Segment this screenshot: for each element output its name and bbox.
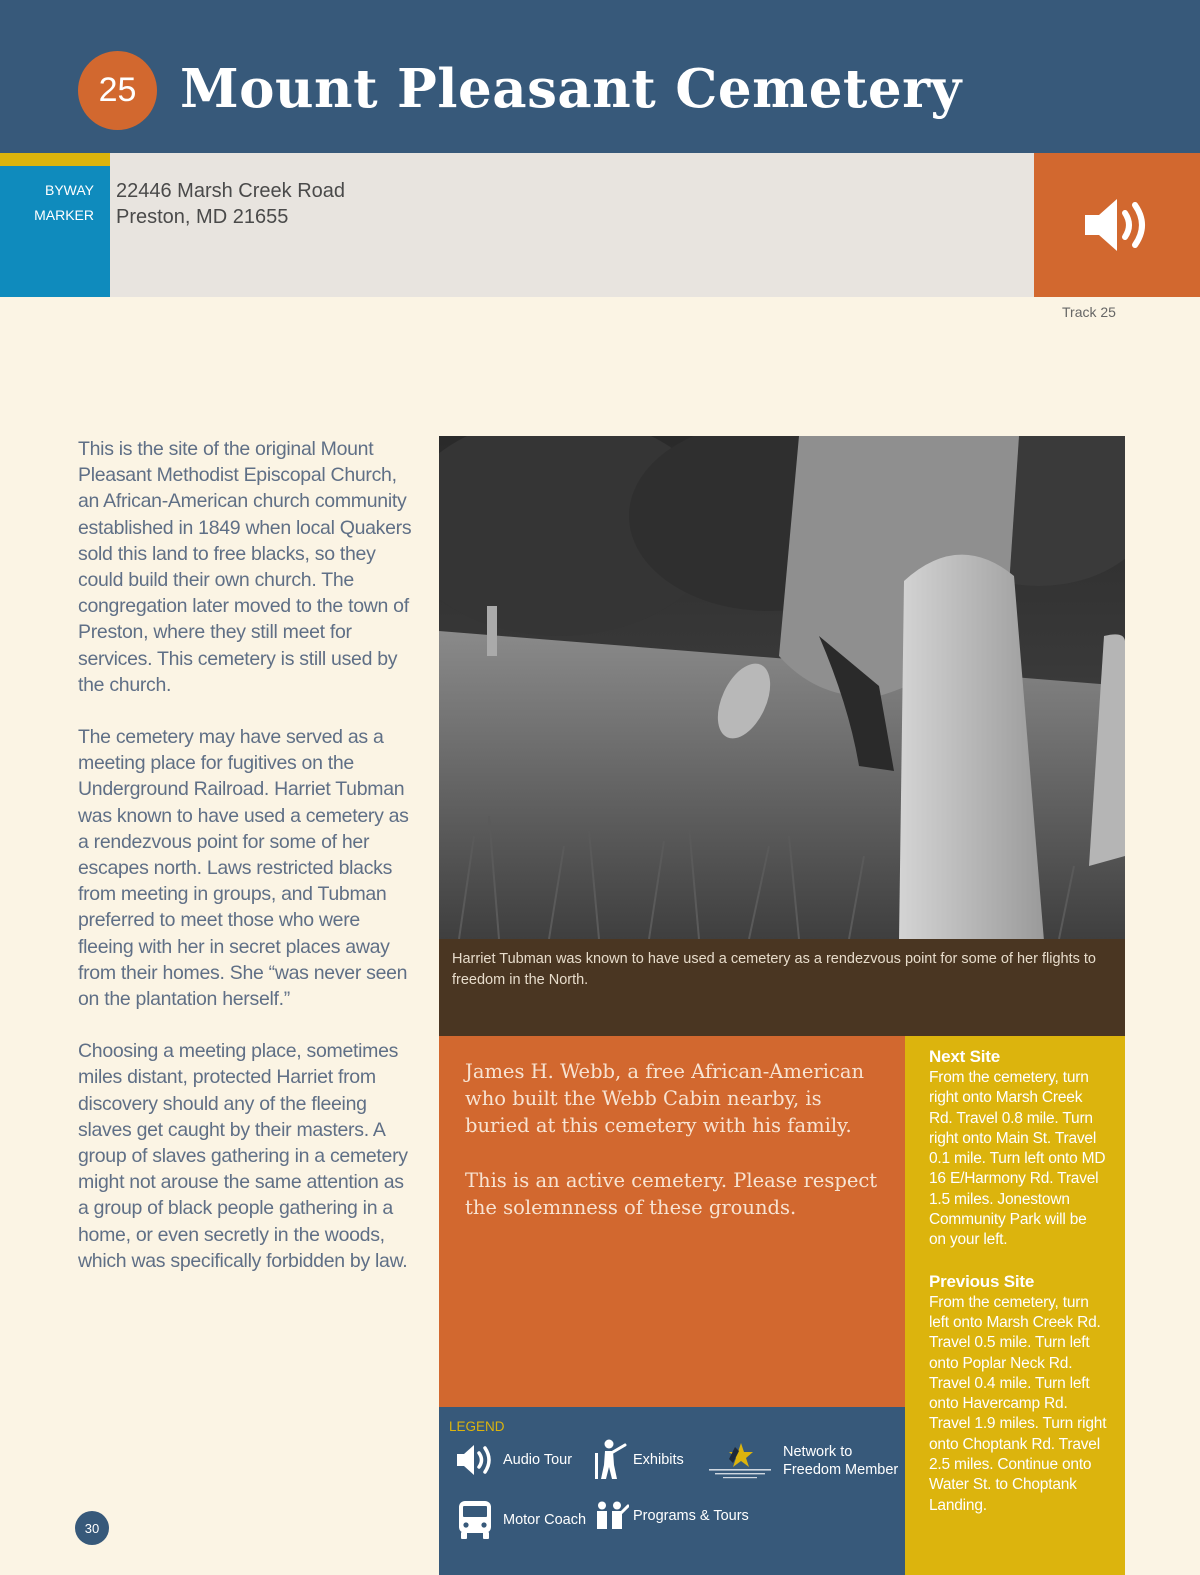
marker-line-1: BYWAY — [44, 182, 94, 198]
callout-paragraph-1: James H. Webb, a free African-American who built the Webb Cabin nearby, is buried at this cemetery with his family. — [465, 1060, 865, 1137]
byway-marker-label — [0, 166, 110, 297]
legend-audio-tour — [455, 1443, 572, 1477]
network-to-freedom-logo-icon — [705, 1441, 775, 1481]
legend-network-line-1: Network to — [783, 1444, 853, 1460]
address-block — [110, 153, 1034, 297]
next-site-heading: Next Site — [929, 1047, 1000, 1066]
address-city: Preston, MD 21655 — [116, 206, 289, 228]
audio-button[interactable] — [1034, 153, 1200, 297]
callout-paragraph-2: This is an active cemetery. Please respect the solemnness of these grounds. — [465, 1169, 878, 1219]
site-number-badge: 25 — [78, 51, 157, 130]
address-street: 22446 Marsh Creek Road — [116, 180, 346, 202]
track-label: Track 25 — [1062, 304, 1116, 320]
legend-programs-tours — [595, 1501, 749, 1531]
body-paragraph-3: Choosing a meeting place, sometimes miles distant, protected Harriet from discovery should any of the fleeing slaves get caught by their masters. A group of slaves gathering in a cemetery might not arouse the same attention as a group of black people gathering in a home, or even secretly in the woods, which was specifically forbidden by law. — [78, 1040, 408, 1272]
body-paragraph-2: The cemetery may have served as a meeting place for fugitives on the Underground Railroad. Harriet Tubman was known to have used a cemetery as a rendezvous point for some of her escapes north. Laws restricted blacks from meeting in groups, and Tubman preferred to meet those who were fleeing with her in secret places away from their homes. She “was never seen on the plantation herself.” — [78, 726, 409, 1011]
legend-motor-coach-label: Motor Coach — [503, 1512, 587, 1528]
legend-panel — [439, 1407, 905, 1575]
directions-panel — [905, 1036, 1125, 1575]
person-viewing-icon — [595, 1439, 627, 1481]
header-bar — [0, 0, 1200, 153]
legend-exhibits-label: Exhibits — [633, 1452, 684, 1468]
marker-line-2: MARKER — [34, 207, 94, 223]
speaker-icon — [1081, 193, 1153, 257]
body-text — [78, 436, 412, 1300]
legend-motor-coach — [457, 1499, 586, 1541]
accent-strip — [0, 153, 110, 166]
callout-box — [439, 1036, 905, 1407]
page-title: Mount Pleasant Cemetery — [180, 58, 962, 120]
next-site-directions: From the cemetery, turn right onto Marsh Creek Rd. Travel 0.8 mile. Turn right onto Main St. Travel 0.1 mile. Turn left onto MD 16 E/Harmony Rd. Travel 1.5 miles. Jonestown Community Park will be on your left. — [929, 1069, 1106, 1249]
previous-site-directions: From the cemetery, turn left onto Marsh Creek Rd. Travel 0.5 mile. Turn left onto Poplar Neck Rd. Travel 0.4 mile. Turn left onto Havercamp Rd. Travel 1.9 miles. Turn right onto Choptank Rd. Travel 2.5 miles. Continue onto Water St. to Choptank Landing. — [929, 1293, 1107, 1514]
photo-caption: Harriet Tubman was known to have used a cemetery as a rendezvous point for some of her flights to freedom in the North. — [439, 939, 1125, 1036]
page-number: 30 — [75, 1511, 109, 1545]
presenter-icon — [595, 1501, 629, 1531]
previous-site-heading: Previous Site — [929, 1271, 1035, 1291]
legend-programs-label: Programs & Tours — [633, 1508, 749, 1524]
bus-icon — [457, 1499, 493, 1541]
legend-exhibits — [595, 1439, 684, 1481]
body-paragraph-1: This is the site of the original Mount Pleasant Methodist Episcopal Church, an African-American church community established in 1849 when local Quakers sold this land to free blacks, so they could build their own church. The congregation later moved to the town of Preston, where they still meet for services. This cemetery is still used by the church. — [78, 438, 412, 696]
speaker-icon — [455, 1443, 495, 1477]
legend-network-member — [705, 1441, 898, 1481]
legend-audio-tour-label: Audio Tour — [503, 1452, 573, 1468]
cemetery-photo — [439, 436, 1125, 939]
legend-title: LEGEND — [449, 1419, 505, 1434]
legend-network-line-2: Freedom Member — [783, 1462, 899, 1478]
